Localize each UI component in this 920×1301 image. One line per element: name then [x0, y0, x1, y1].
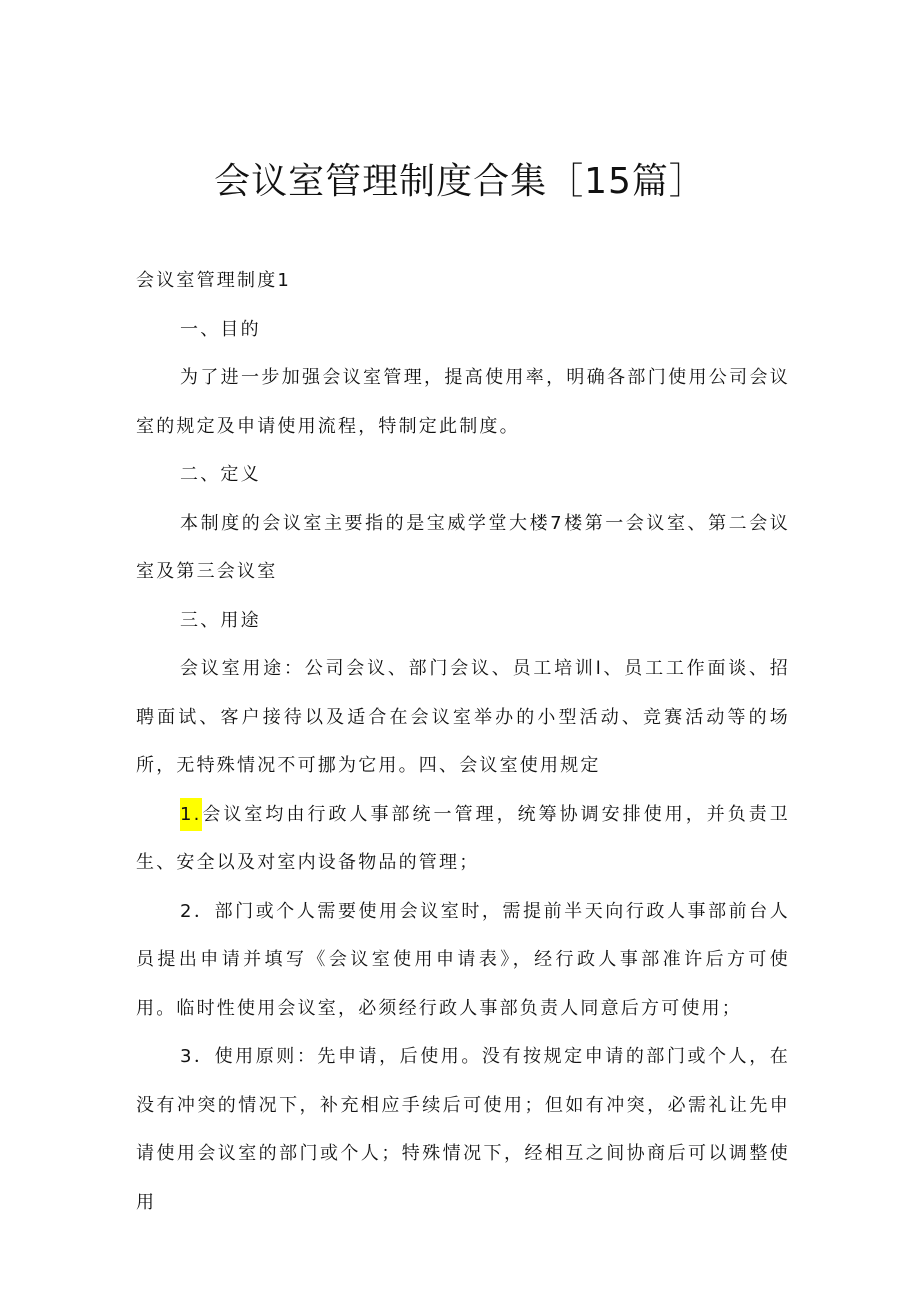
- list-item-1: [136, 791, 790, 888]
- highlighted-marker: 1.: [180, 798, 202, 831]
- paragraph-usage: 会议室用途：公司会议、部门会议、员工培训l、员工工作面谈、招聘面试、客户接待以及适合在会议室举办的小型活动、竞赛活动等的场所，无特殊情况不可挪为它用。四、会议室使用规定: [136, 658, 790, 776]
- paragraph-purpose: 为了进一步加强会议室管理，提高使用率，明确各部门使用公司会议室的规定及申请使用流程，特制定此制度。: [136, 367, 790, 437]
- paragraph-definition: 本制度的会议室主要指的是宝威学堂大楼7楼第一会议室、第二会议室及第三会议室: [136, 512, 790, 582]
- section-heading: 会议室管理制度1: [136, 270, 292, 291]
- heading-usage: 三、用途: [180, 609, 261, 631]
- heading-purpose: 一、目的: [180, 318, 261, 340]
- document-title: 会议室管理制度合集［15篇］: [214, 161, 706, 202]
- heading-definition: 二、定义: [180, 464, 261, 485]
- document-body: [136, 257, 790, 1227]
- list-item-2: 2．部门或个人需要使用会议室时，需提前半天向行政人事部前台人员提出申请并填写《会议室使用申请表》，经行政人事部准许后方可使用。临时性使用会议室，必须经行政人事部负责人同意后方可使用；: [136, 900, 790, 1019]
- list-item-3: 3．使用原则：先申请，后使用。没有按规定申请的部门或个人，在没有冲突的情况下，补充相应手续后可使用；但如有冲突，必需礼让先申请使用会议室的部门或个人；特殊情况下，经相互之间协商后可以调整使用: [136, 1046, 790, 1213]
- list-item-1-text: 会议室均由行政人事部统一管理，统筹协调安排使用，并负责卫生、安全以及对室内设备物品的管理；: [136, 803, 790, 873]
